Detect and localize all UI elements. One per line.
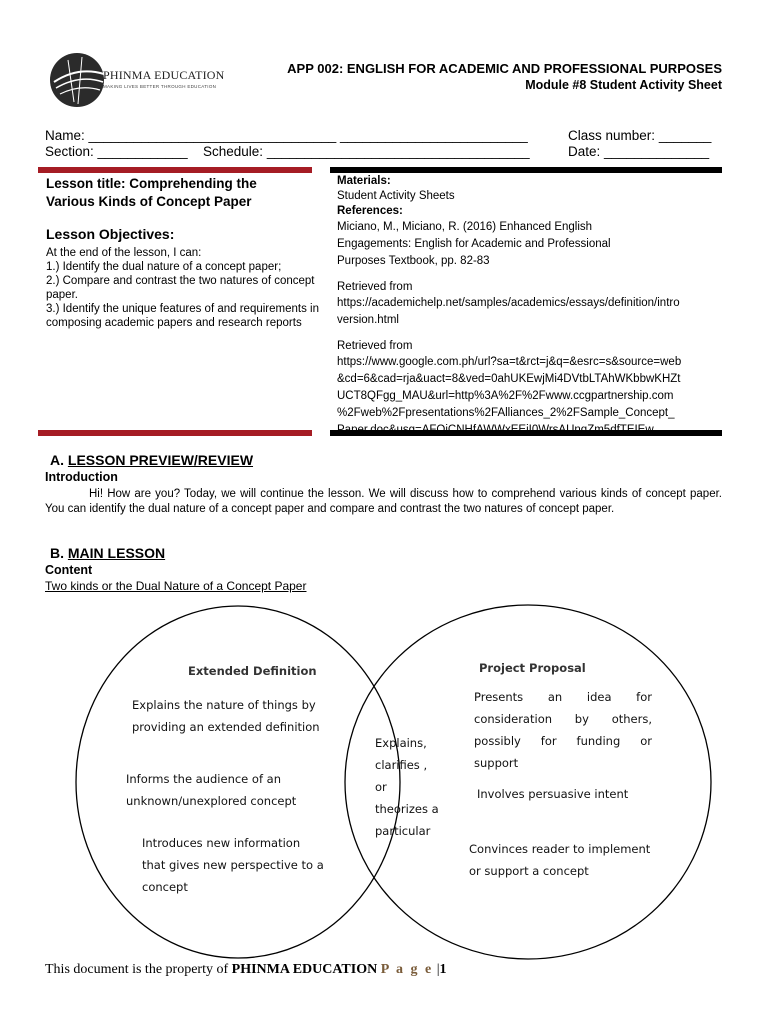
reference-3-line: %2Fweb%2Fpresentations%2FAlliances_2%2FSample_Concept_	[337, 407, 675, 419]
venn-right-item-3	[469, 838, 650, 882]
reference-1-line: Engagements: English for Academic and Professional	[337, 238, 611, 250]
date-label: Date:	[568, 144, 601, 159]
section-a-letter: A.	[50, 452, 64, 468]
logo-mark-icon	[48, 52, 108, 108]
reference-1-line: Purposes Textbook, pp. 82-83	[337, 255, 490, 267]
lesson-title-line1: Lesson title: Comprehending the	[46, 176, 257, 191]
phinma-logo	[48, 52, 108, 108]
reference-2[interactable]	[337, 295, 725, 329]
section-b-letter: B.	[50, 545, 64, 561]
reference-2-line: https://academichelp.net/samples/academics/essays/definition/intro	[337, 297, 680, 309]
section-b-title: MAIN LESSON	[67, 545, 166, 561]
date-blank: ______________	[604, 144, 710, 159]
venn-right-item-1-line: support	[474, 756, 519, 770]
top-right-bar	[330, 167, 722, 173]
venn-caption: Two kinds or the Dual Nature of a Concept Paper	[45, 579, 307, 593]
venn-left-item-1	[132, 694, 320, 738]
footer-org: PHINMA EDUCATION	[231, 962, 378, 977]
objectives-heading: Lesson Objectives:	[46, 226, 175, 242]
venn-right-item-1	[474, 686, 652, 774]
schedule-label: Schedule:	[203, 144, 264, 159]
venn-right-item-1-line: possibly for funding or	[474, 734, 652, 748]
org-name: PHINMA EDUCATION	[103, 68, 225, 82]
venn-right-title: Project Proposal	[479, 661, 586, 675]
introduction-heading: Introduction	[45, 470, 118, 484]
venn-right-item-1-line: consideration by others,	[474, 712, 652, 726]
reference-1	[337, 219, 725, 270]
objectives-intro: At the end of the lesson, I can:	[46, 247, 202, 259]
section-label: Section:	[45, 144, 94, 159]
content-heading: Content	[45, 563, 93, 577]
reference-2-line: version.html	[337, 314, 399, 326]
reference-3[interactable]	[337, 354, 725, 439]
venn-left-item-3-line: concept	[142, 880, 188, 894]
reference-3-line: https://www.google.com.ph/url?sa=t&rct=j&q=&esrc=s&source=web	[337, 356, 682, 368]
materials-references	[337, 174, 725, 439]
venn-left-item-3	[142, 832, 324, 898]
footer-page-label: P a g e	[380, 962, 434, 977]
venn-left-title: Extended Definition	[188, 664, 317, 678]
section-a-title: LESSON PREVIEW/REVIEW	[67, 452, 254, 468]
section-a-heading	[50, 452, 253, 468]
name-label: Name:	[45, 128, 85, 143]
schedule-blank: ___________________________________	[266, 144, 530, 159]
materials-value: Student Activity Sheets	[337, 190, 455, 202]
date-line[interactable]	[568, 144, 709, 159]
module-title: Module #8 Student Activity Sheet	[525, 78, 722, 92]
venn-left-item-1-line: Explains the nature of things by	[132, 698, 316, 712]
venn-center-line: clarifies ,	[375, 758, 428, 772]
objective-item: 2.) Compare and contrast the two natures of concept paper.	[46, 275, 315, 301]
venn-right-item-2: Involves persuasive intent	[477, 787, 629, 801]
course-title: APP 002: ENGLISH FOR ACADEMIC AND PROFESSIONAL PURPOSES	[287, 61, 722, 76]
venn-left-item-2-line: unknown/unexplored concept	[126, 794, 297, 808]
venn-center-line: or	[375, 780, 387, 794]
retrieved-label: Retrieved from	[337, 340, 413, 352]
venn-center-text	[375, 732, 439, 842]
lesson-title-line2: Various Kinds of Concept Paper	[46, 194, 252, 209]
reference-3-line: UCT8QFgg_MAU&url=http%3A%2F%2Fwww.ccgpartnership.com	[337, 390, 674, 402]
footer-page-number: 1	[439, 962, 447, 977]
class-number-label: Class number:	[568, 128, 656, 143]
venn-right-item-3-line: Convinces reader to implement	[469, 842, 651, 856]
reference-3-line: &cd=6&cad=rja&uact=8&ved=0ahUKEwjMi4DVtbLTAhWKbbwKHZt	[337, 373, 681, 385]
objectives-list	[46, 246, 321, 330]
venn-right-item-1-line: Presents an idea for	[474, 690, 652, 704]
org-tagline: MAKING LIVES BETTER THROUGH EDUCATION	[103, 84, 217, 89]
reference-1-line: Miciano, M., Miciano, R. (2016) Enhanced English	[337, 221, 593, 233]
venn-left-item-2-line: Informs the audience of an	[126, 772, 281, 786]
venn-right-item-3-line: or support a concept	[469, 864, 589, 878]
venn-left-item-3-line: that gives new perspective to a	[142, 858, 324, 872]
top-left-bar	[38, 167, 312, 173]
venn-left-item-2	[126, 768, 296, 812]
venn-center-line: theorizes a	[375, 802, 439, 816]
venn-center-line: Explains,	[375, 736, 427, 750]
class-number-blank: _______	[658, 128, 712, 143]
objective-item: 1.) Identify the dual nature of a concept paper;	[46, 261, 282, 273]
section-line[interactable]	[45, 144, 188, 159]
materials-heading: Materials:	[337, 175, 391, 187]
references-heading: References:	[337, 205, 403, 217]
class-number-line[interactable]	[568, 128, 711, 143]
lesson-title	[46, 175, 316, 211]
footer-separator: |	[436, 962, 440, 977]
introduction-body: Hi! How are you? Today, we will continue the lesson. We will discuss how to comprehend various kinds of concept paper. You can identify the dual nature of a concept paper and compare and contrast the two natures of concept paper.	[45, 488, 722, 515]
bottom-left-bar	[38, 430, 312, 436]
footer-prefix: This document is the property of	[45, 962, 232, 977]
retrieved-label: Retrieved from	[337, 281, 413, 293]
schedule-line[interactable]	[203, 144, 530, 159]
section-b-heading	[50, 545, 165, 561]
objective-item: 3.) Identify the unique features of and requirements in composing academic papers and research reports	[46, 303, 319, 329]
name-blank: _________________________________ _________________________	[88, 128, 528, 143]
section-blank: ____________	[97, 144, 188, 159]
venn-center-line: particular	[375, 824, 431, 838]
venn-left-item-3-line: Introduces new information	[142, 836, 301, 850]
bottom-right-bar	[330, 430, 722, 436]
footer	[45, 962, 447, 978]
name-line[interactable]	[45, 128, 528, 143]
introduction-text	[45, 487, 722, 517]
venn-left-item-1-line: providing an extended definition	[132, 720, 320, 734]
